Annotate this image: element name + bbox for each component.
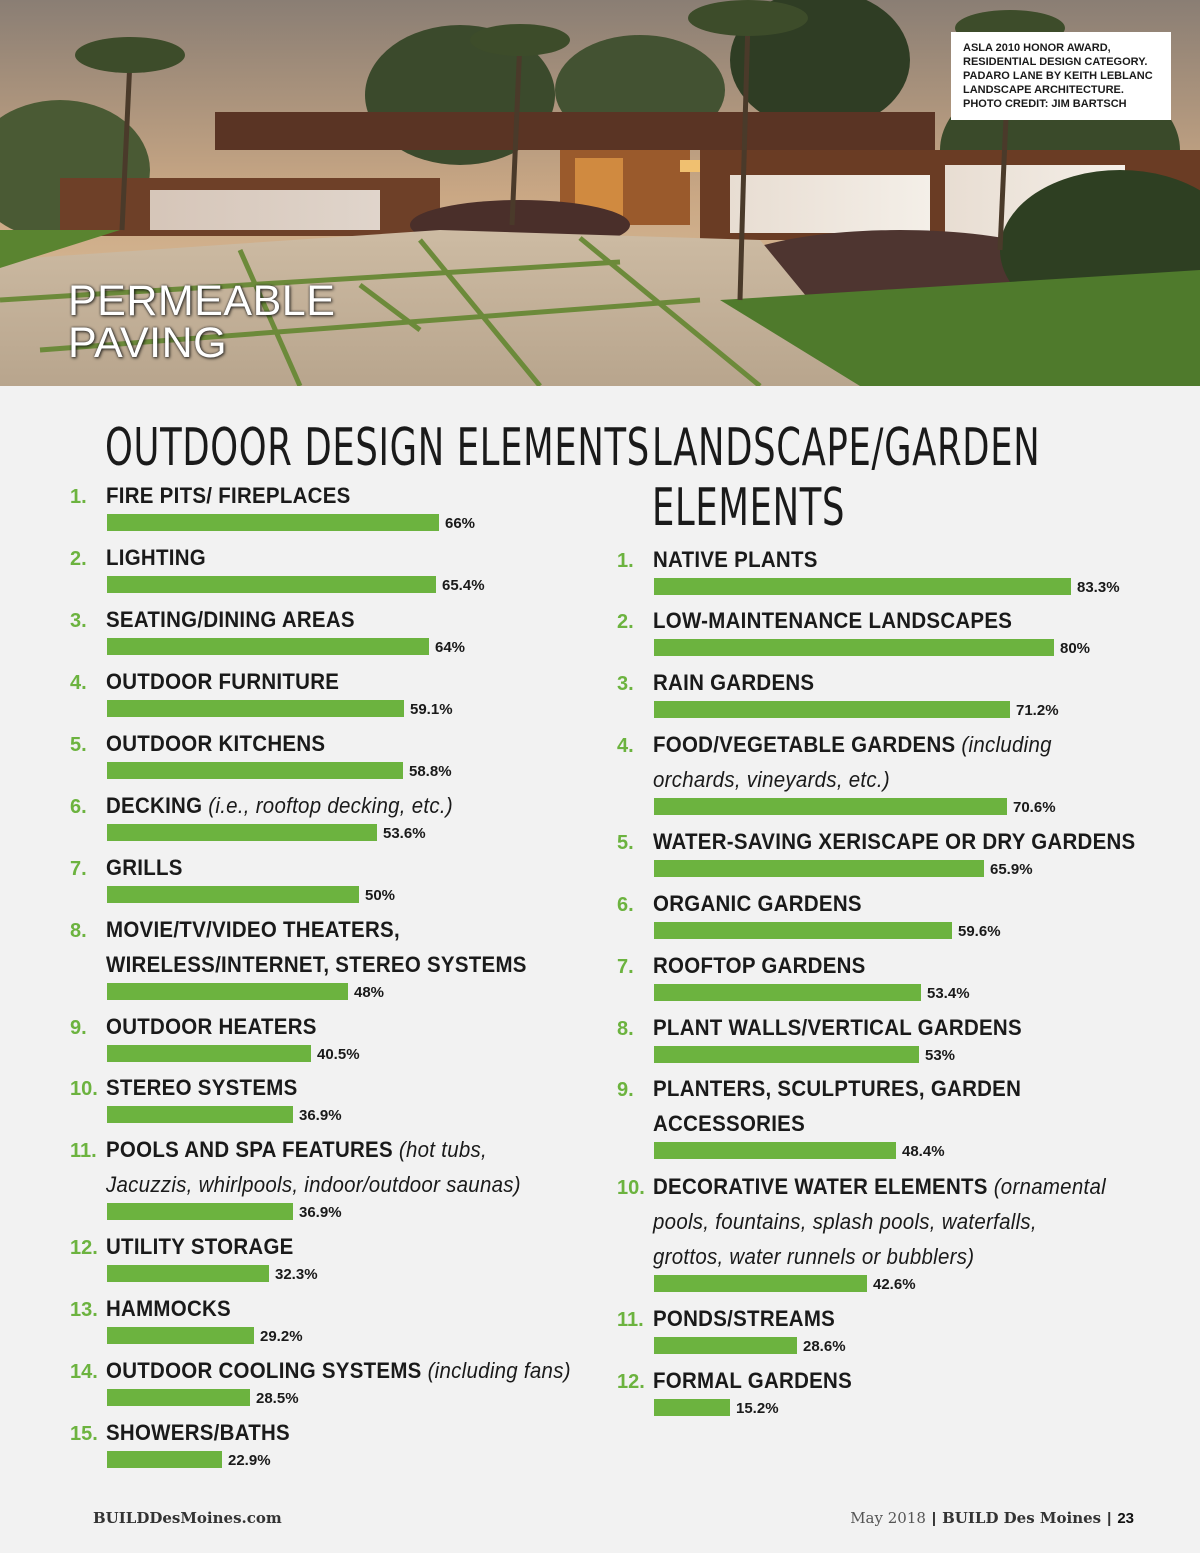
photo-credit-line: ASLA 2010 HONOR AWARD, [963, 42, 1111, 54]
value-bar [107, 824, 377, 841]
value-label: 53% [925, 1047, 956, 1064]
item-label-line [106, 1070, 297, 1105]
item-label [653, 603, 1012, 638]
item-label [106, 1229, 294, 1264]
value-label: 32.3% [275, 1266, 318, 1283]
rank-number: 1. [70, 486, 87, 508]
landscape-garden-elements-title [652, 418, 1040, 538]
item-name: DECKING [106, 793, 203, 818]
item-label-line [653, 1169, 1106, 1204]
rank-number: 11. [617, 1309, 644, 1331]
item-label-line [653, 542, 818, 577]
value-label: 22.9% [228, 1452, 271, 1469]
item-name: OUTDOOR KITCHENS [106, 731, 326, 756]
item-name: HAMMOCKS [106, 1296, 231, 1321]
item-label [106, 912, 527, 982]
value-bar [654, 860, 984, 877]
value-label: 59.1% [410, 701, 453, 718]
value-bar [107, 762, 403, 779]
item-note-line2: orchards, vineyards, etc.) [653, 767, 890, 792]
item-note: (hot tubs, [398, 1137, 487, 1162]
item-label [106, 1009, 317, 1044]
item-label-line [653, 603, 1012, 638]
rank-number: 12. [617, 1371, 645, 1393]
value-label: 70.6% [1013, 799, 1056, 816]
value-bar [107, 983, 348, 1000]
item-label [106, 602, 355, 637]
value-bar [654, 1142, 896, 1159]
item-label-line [106, 788, 453, 823]
footer-website[interactable]: BUILDDesMoines.com [93, 1509, 282, 1527]
item-name: NATIVE PLANTS [653, 547, 818, 572]
item-name: OUTDOOR HEATERS [106, 1014, 317, 1039]
value-label: 36.9% [299, 1204, 342, 1221]
rank-number: 5. [617, 832, 634, 854]
value-label: 53.6% [383, 825, 426, 842]
value-label: 40.5% [317, 1046, 360, 1063]
photo-credit-box [951, 32, 1171, 120]
value-bar [107, 576, 436, 593]
value-bar [107, 886, 359, 903]
item-label-line [653, 1363, 852, 1398]
rank-number: 10. [70, 1078, 98, 1100]
rank-number: 9. [617, 1079, 634, 1101]
item-label-line [653, 824, 1135, 859]
item-name: PONDS/STREAMS [653, 1306, 836, 1331]
photo-title-line1: PERMEABLE [68, 277, 336, 325]
item-label-line [106, 1009, 317, 1044]
item-label-line [653, 1301, 835, 1336]
value-bar [654, 798, 1007, 815]
value-bar [107, 1106, 293, 1123]
rank-number: 14. [70, 1361, 98, 1383]
item-label-line [653, 727, 1052, 762]
item-label [106, 850, 183, 885]
value-label: 50% [365, 887, 396, 904]
photo-title-line2: PAVING [68, 319, 228, 367]
item-label [106, 478, 351, 513]
value-label: 48% [354, 984, 385, 1001]
photo-credit-line: LANDSCAPE ARCHITECTURE. [963, 84, 1124, 96]
hero-photo [0, 0, 1200, 386]
item-label-line [106, 602, 355, 637]
item-label [106, 1415, 290, 1450]
item-label-line [106, 850, 183, 885]
item-name: STEREO SYSTEMS [106, 1075, 298, 1100]
item-label-line2: ACCESSORIES [653, 1111, 806, 1136]
item-name: LOW-MAINTENANCE LANDSCAPES [653, 608, 1013, 633]
item-label-line [653, 886, 862, 921]
item-label [653, 1169, 1106, 1274]
rank-number: 11. [70, 1140, 97, 1162]
item-name: UTILITY STORAGE [106, 1234, 294, 1259]
rank-number: 9. [70, 1017, 87, 1039]
item-name: OUTDOOR FURNITURE [106, 669, 340, 694]
item-label [653, 1010, 1022, 1045]
value-bar [107, 1265, 269, 1282]
rank-number: 7. [617, 956, 634, 978]
item-label [653, 1301, 835, 1336]
item-label-line [106, 912, 527, 947]
value-label: 36.9% [299, 1107, 342, 1124]
item-label [653, 1071, 1021, 1141]
item-note: (i.e., rooftop decking, etc.) [208, 793, 453, 818]
value-bar [654, 984, 921, 1001]
item-name: MOVIE/TV/VIDEO THEATERS, [106, 917, 400, 942]
value-label: 29.2% [260, 1328, 303, 1345]
item-label [653, 1363, 852, 1398]
photo-credit-line: PADARO LANE BY KEITH LEBLANC [963, 70, 1153, 82]
photo-title [68, 277, 336, 367]
footer-date: May 2018 [850, 1509, 926, 1527]
value-bar [654, 1046, 919, 1063]
item-label-line [653, 1071, 1021, 1106]
rank-number: 5. [70, 734, 87, 756]
item-name: WATER-SAVING XERISCAPE OR DRY GARDENS [653, 829, 1136, 854]
item-label [106, 1070, 297, 1105]
item-name: PLANTERS, SCULPTURES, GARDEN [653, 1076, 1022, 1101]
item-label-line [106, 478, 351, 513]
rank-number: 4. [70, 672, 87, 694]
item-label [106, 1132, 521, 1202]
rank-number: 1. [617, 550, 634, 572]
item-name: ROOFTOP GARDENS [653, 953, 866, 978]
item-name: ORGANIC GARDENS [653, 891, 862, 916]
rank-number: 2. [617, 611, 634, 633]
value-label: 28.5% [256, 1390, 299, 1407]
item-name: PLANT WALLS/VERTICAL GARDENS [653, 1015, 1022, 1040]
item-label [653, 948, 866, 983]
value-label: 15.2% [736, 1400, 779, 1417]
item-note-line3: grottos, water runnels or bubblers) [653, 1244, 975, 1269]
item-label [653, 665, 814, 700]
value-bar [107, 638, 429, 655]
value-bar [654, 1275, 867, 1292]
item-label [653, 886, 862, 921]
item-label [106, 540, 206, 575]
item-note-line2: pools, fountains, splash pools, waterfalls, [653, 1209, 1037, 1234]
item-label-line [106, 1291, 231, 1326]
item-label-line [106, 726, 325, 761]
item-name: SHOWERS/BATHS [106, 1420, 290, 1445]
rank-number: 2. [70, 548, 87, 570]
item-label-line [106, 1353, 571, 1388]
value-bar [107, 514, 439, 531]
value-label: 83.3% [1077, 579, 1120, 596]
outdoor-design-elements-title [105, 418, 650, 478]
item-note: (including [961, 732, 1052, 757]
item-label [653, 824, 1135, 859]
item-label [106, 788, 453, 823]
rank-number: 13. [70, 1299, 98, 1321]
item-label [106, 1291, 231, 1326]
item-label-line [106, 1415, 290, 1450]
item-name: LIGHTING [106, 545, 206, 570]
rank-number: 10. [617, 1177, 645, 1199]
value-bar [654, 639, 1054, 656]
value-label: 28.6% [803, 1338, 846, 1355]
item-name: SEATING/DINING AREAS [106, 607, 355, 632]
value-label: 59.6% [958, 923, 1001, 940]
value-bar [654, 578, 1071, 595]
value-bar [654, 701, 1010, 718]
value-label: 48.4% [902, 1143, 945, 1160]
item-label [106, 1353, 571, 1388]
item-name: POOLS AND SPA FEATURES [106, 1137, 393, 1162]
rank-number: 6. [617, 894, 634, 916]
rank-number: 15. [70, 1423, 98, 1445]
value-bar [654, 1337, 797, 1354]
value-label: 58.8% [409, 763, 452, 780]
chart-title-line2: ELEMENTS [652, 478, 846, 538]
item-name: FOOD/VEGETABLE GARDENS [653, 732, 956, 757]
item-label-line [106, 1132, 521, 1167]
rank-number: 8. [70, 920, 87, 942]
value-bar [107, 1045, 311, 1062]
item-label-line [653, 665, 814, 700]
photo-credit-line: PHOTO CREDIT: JIM BARTSCH [963, 98, 1127, 110]
item-label-line [106, 1229, 294, 1264]
item-label [653, 727, 1052, 797]
item-note: (ornamental [993, 1174, 1106, 1199]
value-bar [107, 1203, 293, 1220]
item-label-line [653, 1010, 1022, 1045]
item-name: RAIN GARDENS [653, 670, 815, 695]
value-label: 80% [1060, 640, 1091, 657]
rank-number: 7. [70, 858, 87, 880]
chart-title-line1: LANDSCAPE/GARDEN [652, 418, 1041, 478]
value-label: 42.6% [873, 1276, 916, 1293]
rank-number: 6. [70, 796, 87, 818]
value-bar [107, 1451, 222, 1468]
item-label [106, 664, 339, 699]
rank-number: 12. [70, 1237, 98, 1259]
item-note: (including fans) [427, 1358, 571, 1383]
value-label: 53.4% [927, 985, 970, 1002]
value-label: 65.9% [990, 861, 1033, 878]
item-label [106, 726, 325, 761]
item-label-line [106, 540, 206, 575]
item-label-line [653, 948, 866, 983]
value-bar [654, 1399, 730, 1416]
footer-separator: | [1107, 1510, 1112, 1527]
footer-magazine: BUILD Des Moines [942, 1509, 1102, 1527]
item-note-line2: Jacuzzis, whirlpools, indoor/outdoor saunas) [106, 1172, 521, 1197]
value-label: 65.4% [442, 577, 485, 594]
item-name: OUTDOOR COOLING SYSTEMS [106, 1358, 422, 1383]
value-bar [107, 700, 404, 717]
footer-folio [850, 1509, 1134, 1527]
item-label-line [106, 664, 339, 699]
value-label: 64% [435, 639, 466, 656]
value-label: 71.2% [1016, 702, 1059, 719]
rank-number: 8. [617, 1018, 634, 1040]
item-name: FIRE PITS/ FIREPLACES [106, 483, 351, 508]
photo-credit-line: RESIDENTIAL DESIGN CATEGORY. [963, 56, 1148, 68]
item-label [653, 542, 818, 577]
value-bar [107, 1389, 250, 1406]
rank-number: 4. [617, 735, 634, 757]
item-name: GRILLS [106, 855, 183, 880]
value-label: 66% [445, 515, 476, 532]
rank-number: 3. [70, 610, 87, 632]
value-bar [654, 922, 952, 939]
footer-separator: | [931, 1510, 937, 1527]
value-bar [107, 1327, 254, 1344]
item-name: DECORATIVE WATER ELEMENTS [653, 1174, 988, 1199]
rank-number: 3. [617, 673, 634, 695]
page-number: 23 [1117, 1510, 1134, 1527]
item-name: FORMAL GARDENS [653, 1368, 853, 1393]
item-label-line2: WIRELESS/INTERNET, STEREO SYSTEMS [106, 952, 527, 977]
chart-title: OUTDOOR DESIGN ELEMENTS [105, 418, 650, 478]
